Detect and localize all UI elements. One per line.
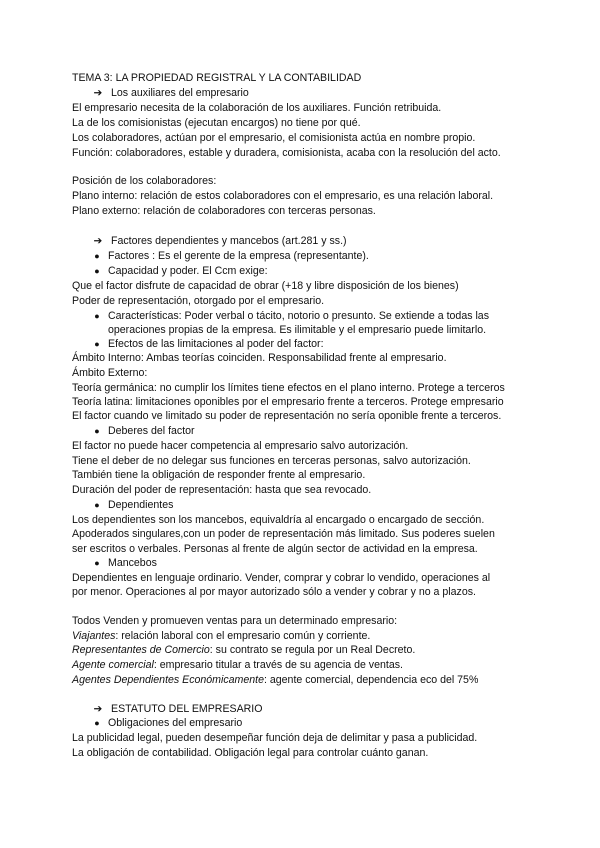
paragraph-line xyxy=(72,659,403,672)
paragraph-line: Duración del poder de representación: hasta que sea revocado. xyxy=(72,484,372,496)
heading-estatuto: ESTATUTO DEL EMPRESARIO xyxy=(111,703,263,715)
term-definition: : relación laboral con el empresario común y corriente. xyxy=(115,630,371,642)
paragraph-line: El factor cuando ve limitado su poder de representación no sería oponible frente a terceros. xyxy=(72,410,502,422)
term-definition: : agente comercial, dependencia eco del 75% xyxy=(264,674,479,686)
paragraph-line: El factor no puede hacer competencia al empresario salvo autorización. xyxy=(72,440,409,452)
paragraph-line: Plano interno: relación de estos colaboradores con el empresario, es una relación laboral. xyxy=(72,190,494,202)
term-italic: Representantes de Comercio xyxy=(72,644,210,656)
paragraph-line: La publicidad legal, pueden desempeñar función deja de delimitar y pasa a publicidad. xyxy=(72,732,478,744)
paragraph-line: Dependientes en lenguaje ordinario. Vender, comprar y cobrar lo vendido, operaciones al xyxy=(72,572,491,584)
term-italic: Viajantes xyxy=(72,630,116,642)
paragraph-line: Ámbito Interno: Ambas teorías coinciden. Responsabilidad frente al empresario. xyxy=(72,352,447,364)
paragraph-line: Todos Venden y promueven ventas para un determinado empresario: xyxy=(72,615,398,627)
paragraph-line: por menor. Operaciones al por mayor autorizado sólo a vender y cobrar y no a plazos. xyxy=(72,586,476,598)
arrow-bullet-icon: ➔ xyxy=(93,87,103,99)
bullet-icon: ● xyxy=(94,266,100,276)
term-italic: Agente comercial xyxy=(72,659,154,671)
paragraph-line: Los dependientes son los mancebos, equivaldría al encargado o encargado de sección. xyxy=(72,514,485,526)
paragraph-line: También tiene la obligación de responder frente al empresario. xyxy=(72,469,366,481)
paragraph-line: ser escritos o verbales. Personas al frente de algún sector de actividad en la empresa. xyxy=(72,543,478,555)
list-item: Obligaciones del empresario xyxy=(108,717,243,729)
arrow-bullet-icon: ➔ xyxy=(93,703,103,715)
bullet-icon: ● xyxy=(94,339,100,349)
list-item-continuation: operaciones propias de la empresa. Es ilimitable y el empresario puede limitarlo. xyxy=(108,324,487,336)
paragraph-line: Que el factor disfrute de capacidad de obrar (+18 y libre disposición de los bienes) xyxy=(72,280,459,292)
paragraph-line: Función: colaboradores, estable y duradera, comisionista, acaba con la resolución del acto. xyxy=(72,147,501,159)
term-italic: Agentes Dependientes Económicamente xyxy=(72,674,264,686)
paragraph-line xyxy=(72,674,478,687)
term-definition: : empresario titular a través de su agencia de ventas. xyxy=(153,659,403,671)
list-item: Factores : Es el gerente de la empresa (representante). xyxy=(108,250,369,262)
bullet-icon: ● xyxy=(94,426,100,436)
list-item: Características: Poder verbal o tácito, notorio o presunto. Se extiende a todas las xyxy=(108,310,489,322)
paragraph-line xyxy=(72,630,370,643)
paragraph-line: Poder de representación, otorgado por el empresario. xyxy=(72,295,325,307)
heading-auxiliares: Los auxiliares del empresario xyxy=(111,87,249,99)
list-item: Capacidad y poder. El Ccm exige: xyxy=(108,265,268,277)
paragraph-line: Teoría germánica: no cumplir los límites tiene efectos en el plano interno. Protege a terceros xyxy=(72,382,505,394)
paragraph-line: La de los comisionistas (ejecutan encargos) no tiene por qué. xyxy=(72,117,361,129)
page-title: TEMA 3: LA PROPIEDAD REGISTRAL Y LA CONTABILIDAD xyxy=(72,72,362,84)
paragraph-line: Ámbito Externo: xyxy=(72,367,148,379)
paragraph-line: Posición de los colaboradores: xyxy=(72,175,217,187)
paragraph-line: Plano externo: relación de colaboradores con terceras personas. xyxy=(72,205,376,217)
paragraph-line: Los colaboradores, actúan por el empresario, el comisionista actúa en nombre propio. xyxy=(72,132,476,144)
bullet-icon: ● xyxy=(94,251,100,261)
bullet-icon: ● xyxy=(94,311,100,321)
list-item: Dependientes xyxy=(108,499,174,511)
arrow-bullet-icon: ➔ xyxy=(93,235,103,247)
paragraph-line: Apoderados singulares,con un poder de representación más limitado. Sus poderes suelen xyxy=(72,528,495,540)
paragraph-line: El empresario necesita de la colaboración de los auxiliares. Función retribuida. xyxy=(72,102,442,114)
list-item: Efectos de las limitaciones al poder del factor: xyxy=(108,338,324,350)
paragraph-line: La obligación de contabilidad. Obligación legal para controlar cuánto ganan. xyxy=(72,747,429,759)
bullet-icon: ● xyxy=(94,500,100,510)
paragraph-line: Tiene el deber de no delegar sus funciones en terceras personas, salvo autorización. xyxy=(72,455,471,467)
list-item: Mancebos xyxy=(108,557,157,569)
bullet-icon: ● xyxy=(94,558,100,568)
bullet-icon: ● xyxy=(94,718,100,728)
paragraph-line xyxy=(72,644,415,657)
heading-factores: Factores dependientes y mancebos (art.281 y ss.) xyxy=(111,235,347,247)
paragraph-line: Teoría latina: limitaciones oponibles por el empresario frente a terceros. Protege empresario xyxy=(72,396,504,408)
list-item: Deberes del factor xyxy=(108,425,195,437)
term-definition: : su contrato se regula por un Real Decreto. xyxy=(209,644,416,656)
